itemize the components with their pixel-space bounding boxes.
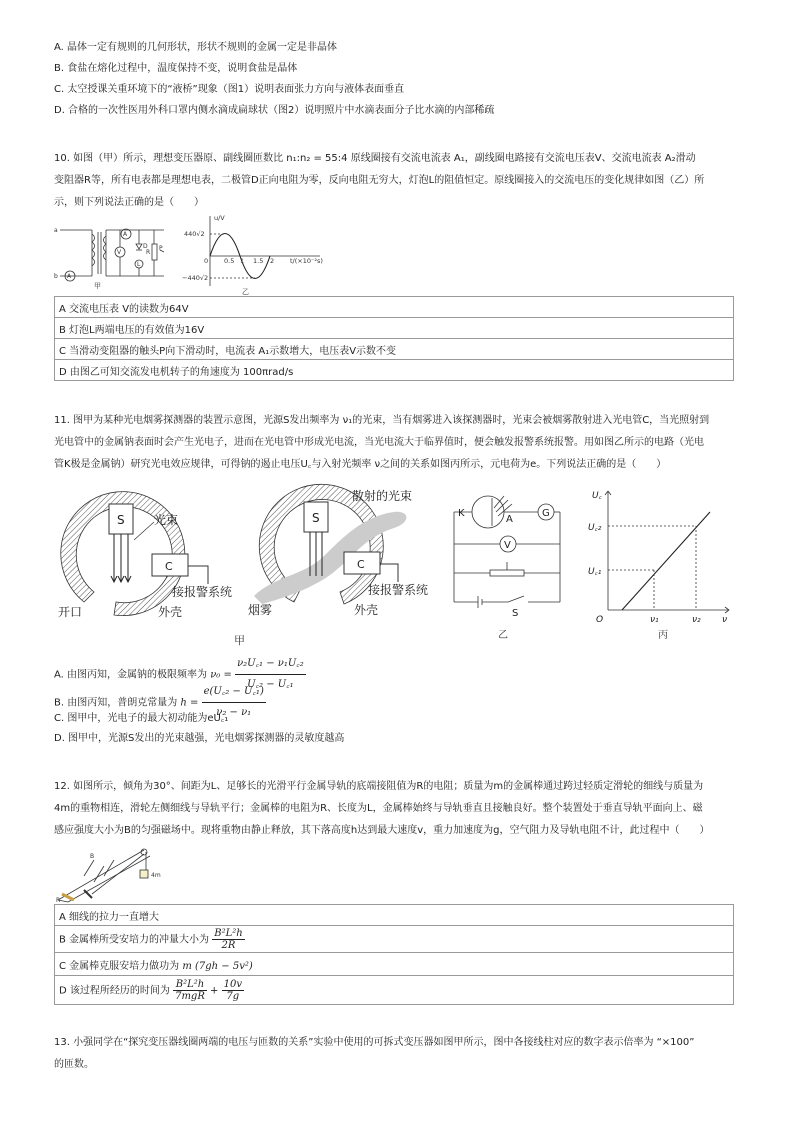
q11-circuit-figure bbox=[448, 492, 568, 652]
q10-graph-tick-3: 1.5 bbox=[253, 257, 264, 265]
q10-option-c: C 当滑动变阻器的触头P向下滑动时，电流表 A₁示数增大，电压表V示数不变 bbox=[55, 339, 734, 360]
q10-fig-yi-caption: 乙 bbox=[242, 288, 249, 296]
q11-label-c-right: C bbox=[357, 558, 365, 571]
q12-option-b bbox=[55, 926, 734, 953]
q10-stem-line3: 示，则下列说法正确的是（ ） bbox=[54, 197, 204, 208]
q11-label-v: V bbox=[504, 540, 511, 551]
q12-label-4m: 4m bbox=[151, 872, 161, 879]
q10-graph-ymin: −440√2 bbox=[182, 274, 209, 282]
q10-graph-zero: 0 bbox=[204, 257, 209, 265]
q9-option-a: A. 晶体一定有规则的几何形状，形状不规则的金属一定是非晶体 bbox=[54, 42, 338, 53]
svg-text:D: D bbox=[143, 243, 148, 250]
q11-label-a: A bbox=[506, 514, 513, 525]
q11-option-b-lhs: h = bbox=[180, 697, 199, 709]
q11-graph-v1: ν₁ bbox=[650, 615, 659, 625]
q11-label-s-right: S bbox=[312, 511, 320, 525]
q12-option-d bbox=[55, 976, 734, 1005]
q10-graph-xlabel: t/(×10⁻²s) bbox=[290, 257, 323, 265]
q11-stem-line1: 11. 图甲为某种光电烟雾探测器的装置示意图，光源S发出频率为 ν₁的光束，当有烟雾进入该探测器时，光束会被烟雾散射进入光电管C，当光照射到 bbox=[54, 415, 710, 426]
q11-detector-figure bbox=[54, 492, 244, 642]
q10-stem-line2: 变阻器R等，所有电表都是理想电表，二极管D正向电阻为零，反向电阻无穷大，灯泡L的阻值恒定。原线圈接入的交流电压的变化规律如图（乙）所 bbox=[54, 175, 705, 186]
q12-incline-figure bbox=[54, 846, 164, 904]
q10-circuit-figure bbox=[54, 222, 174, 290]
svg-text:A: A bbox=[67, 273, 72, 280]
q10-option-b: B 灯泡L两端电压的有效值为16V bbox=[55, 318, 734, 339]
q10-graph-ylabel: u/V bbox=[214, 214, 225, 222]
q11-label-shell-right: 外壳 bbox=[354, 603, 379, 617]
svg-text:R: R bbox=[146, 249, 151, 256]
q10-option-d: D 由图乙可知交流发电机转子的角速度为 100πrad/s bbox=[55, 360, 734, 381]
q12-option-d-text: D 该过程所经历的时间为 bbox=[59, 985, 170, 996]
q11-option-a-text: A. 由图丙知，金属钠的极限频率为 bbox=[54, 669, 208, 681]
q11-label-alarm-left: 接报警系统 bbox=[172, 585, 233, 599]
q10-stem-line1: 10. 如图（甲）所示，理想变压器原、副线圈匝数比 n₁:n₂ = 55:4 原线圈接有交流电流表 A₁，副线圈电路接有交流电压表V、交流电流表 A₂滑动 bbox=[54, 153, 696, 164]
svg-text:V: V bbox=[117, 249, 122, 256]
q11-option-d: D. 图甲中，光源S发出的光束越强，光电烟雾探测器的灵敏度越高 bbox=[54, 733, 345, 744]
q11-option-c: C. 图甲中，光电子的最大初动能为eU꜀₁ bbox=[54, 713, 229, 724]
q12-option-d-num2: 10v bbox=[223, 978, 242, 990]
q11-label-c-left: C bbox=[165, 560, 173, 573]
q12-stem-line2: 4m的重物相连，滑轮左侧细线与导轨平行；金属棒的电阻为R、长度为L，金属棒始终与导轨垂直且接触良好。整个装置处于垂直导轨平面向上、磁 bbox=[54, 803, 703, 814]
q12-option-b-denominator: 2R bbox=[221, 939, 236, 951]
q11-fig-bing-caption: 丙 bbox=[658, 630, 668, 641]
q11-label-opening: 开口 bbox=[58, 605, 83, 619]
q10-graph-ymax: 440√2 bbox=[184, 230, 205, 238]
q10-option-a: A 交流电压表 V的读数为64V bbox=[55, 297, 734, 318]
q12-option-b-numerator: B²L²h bbox=[214, 927, 243, 939]
q10-fig-jia-caption: 甲 bbox=[94, 282, 101, 290]
q11-fig-yi-caption: 乙 bbox=[498, 630, 508, 641]
q12-option-d-den2: 7g bbox=[226, 990, 240, 1002]
q11-option-b-text: B. 由图丙知，普朗克常量为 bbox=[54, 697, 178, 709]
svg-text:P: P bbox=[159, 245, 163, 252]
q12-options-table bbox=[54, 904, 734, 1005]
q11-graph-v: ν bbox=[722, 615, 728, 625]
q10-graph-tick-4: 2 bbox=[270, 257, 275, 265]
q12-option-c-expr: m (7gh − 5v²) bbox=[182, 960, 253, 972]
q12-label-r: R bbox=[56, 897, 61, 904]
q11-option-b-denominator: ν₂ − ν₁ bbox=[216, 707, 252, 718]
q9-option-c: C. 太空授课关重环境下的“液桥”现象（图1）说明表面张力方向与液体表面垂直 bbox=[54, 84, 405, 95]
q11-label-k: K bbox=[458, 508, 465, 519]
q10-options-table bbox=[54, 296, 734, 381]
svg-text:b: b bbox=[54, 273, 58, 280]
q13-stem-line2: 的匝数。 bbox=[54, 1059, 94, 1070]
svg-text:L: L bbox=[137, 261, 141, 268]
q11-stem-line3: 管K极是金属钠）研究光电效应规律，可得钠的遏止电压U꜀与入射光频率 ν之间的关系如图丙所示，元电荷为e。下列说法正确的是（ ） bbox=[54, 459, 667, 470]
q11-option-b-numerator: e(U꜀₂ − U꜀₁) bbox=[202, 682, 266, 703]
q11-label-alarm-right: 接报警系统 bbox=[368, 583, 429, 597]
q11-fig-jia-caption: 甲 bbox=[234, 634, 245, 647]
q11-graph-uc1: U꜀₁ bbox=[588, 567, 602, 577]
q11-graph-origin: O bbox=[596, 615, 604, 625]
q10-graph-tick-2: 1 bbox=[240, 257, 245, 265]
q11-label-s-left: S bbox=[117, 513, 125, 527]
q11-graph-uc2: U꜀₂ bbox=[588, 523, 602, 533]
q11-option-a-lhs: ν₀ = bbox=[210, 669, 232, 681]
svg-text:a: a bbox=[54, 227, 58, 234]
q11-detector-smoke-figure bbox=[234, 486, 444, 656]
q12-option-c-text: C 金属棒克服安培力做功为 bbox=[59, 960, 180, 972]
q13-stem-line1: 13. 小强同学在“探究变压器线圈两端的电压与匝数的关系”实验中使用的可拆式变压器如图甲所示，图中各接线柱对应的数字表示倍率为 “×100” bbox=[54, 1037, 695, 1048]
q12-label-b: B bbox=[90, 853, 95, 860]
q12-option-a: A 细线的拉力一直增大 bbox=[55, 905, 734, 926]
q10-graph-tick-1: 0.5 bbox=[224, 257, 235, 265]
q12-option-b-text: B 金属棒所受安培力的冲量大小为 bbox=[59, 934, 210, 945]
q11-graph-uc: U꜀ bbox=[592, 491, 602, 501]
q11-label-shell-left: 外壳 bbox=[158, 605, 183, 619]
q11-label-beam: 光束 bbox=[154, 513, 179, 527]
q12-stem-line1: 12. 如图所示，倾角为30°、间距为L、足够长的光滑平行金属导轨的底端接阻值为R的电阻；质量为m的金属棒通过跨过轻质定滑轮的细线与质量为 bbox=[54, 781, 704, 792]
q12-option-c bbox=[55, 953, 734, 976]
q11-uc-graph bbox=[588, 484, 738, 644]
q11-label-smoke: 烟雾 bbox=[248, 603, 273, 617]
q12-option-d-num1: B²L²h bbox=[173, 979, 207, 991]
q10-voltage-graph bbox=[180, 212, 340, 296]
q11-label-g: G bbox=[542, 508, 550, 519]
q12-option-d-den1: 7mgR bbox=[175, 990, 205, 1002]
q12-option-d-plus: + bbox=[210, 985, 219, 996]
q11-option-a-numerator: ν₂U꜀₁ − ν₁U꜀₂ bbox=[235, 654, 306, 675]
q9-option-d: D. 合格的一次性医用外科口罩内侧水滴成扁球状（图2）说明照片中水滴表面分子比水滴的内部稀疏 bbox=[54, 105, 495, 116]
q11-stem-line2: 光电管中的金属钠表面时会产生光电子，进而在光电管中形成光电流，当光电流大于临界值时，便会触发报警系统报警。用如图乙所示的电路（光电 bbox=[54, 437, 704, 448]
q12-stem-line3: 感应强度大小为B的匀强磁场中。现将重物由静止释放，其下落高度h达到最大速度v，重力加速度为g，空气阻力及导轨电阻不计，此过程中（ ） bbox=[54, 825, 710, 836]
q11-graph-v2: ν₂ bbox=[692, 615, 701, 625]
q9-option-b: B. 食盐在熔化过程中，温度保持不变，说明食盐是晶体 bbox=[54, 63, 298, 74]
svg-text:A: A bbox=[123, 231, 128, 238]
q11-label-scattered: 散射的光束 bbox=[352, 489, 413, 503]
q11-option-a-denominator: U꜀₂ − U꜀₁ bbox=[247, 679, 294, 690]
q11-label-switch: S bbox=[512, 608, 519, 619]
